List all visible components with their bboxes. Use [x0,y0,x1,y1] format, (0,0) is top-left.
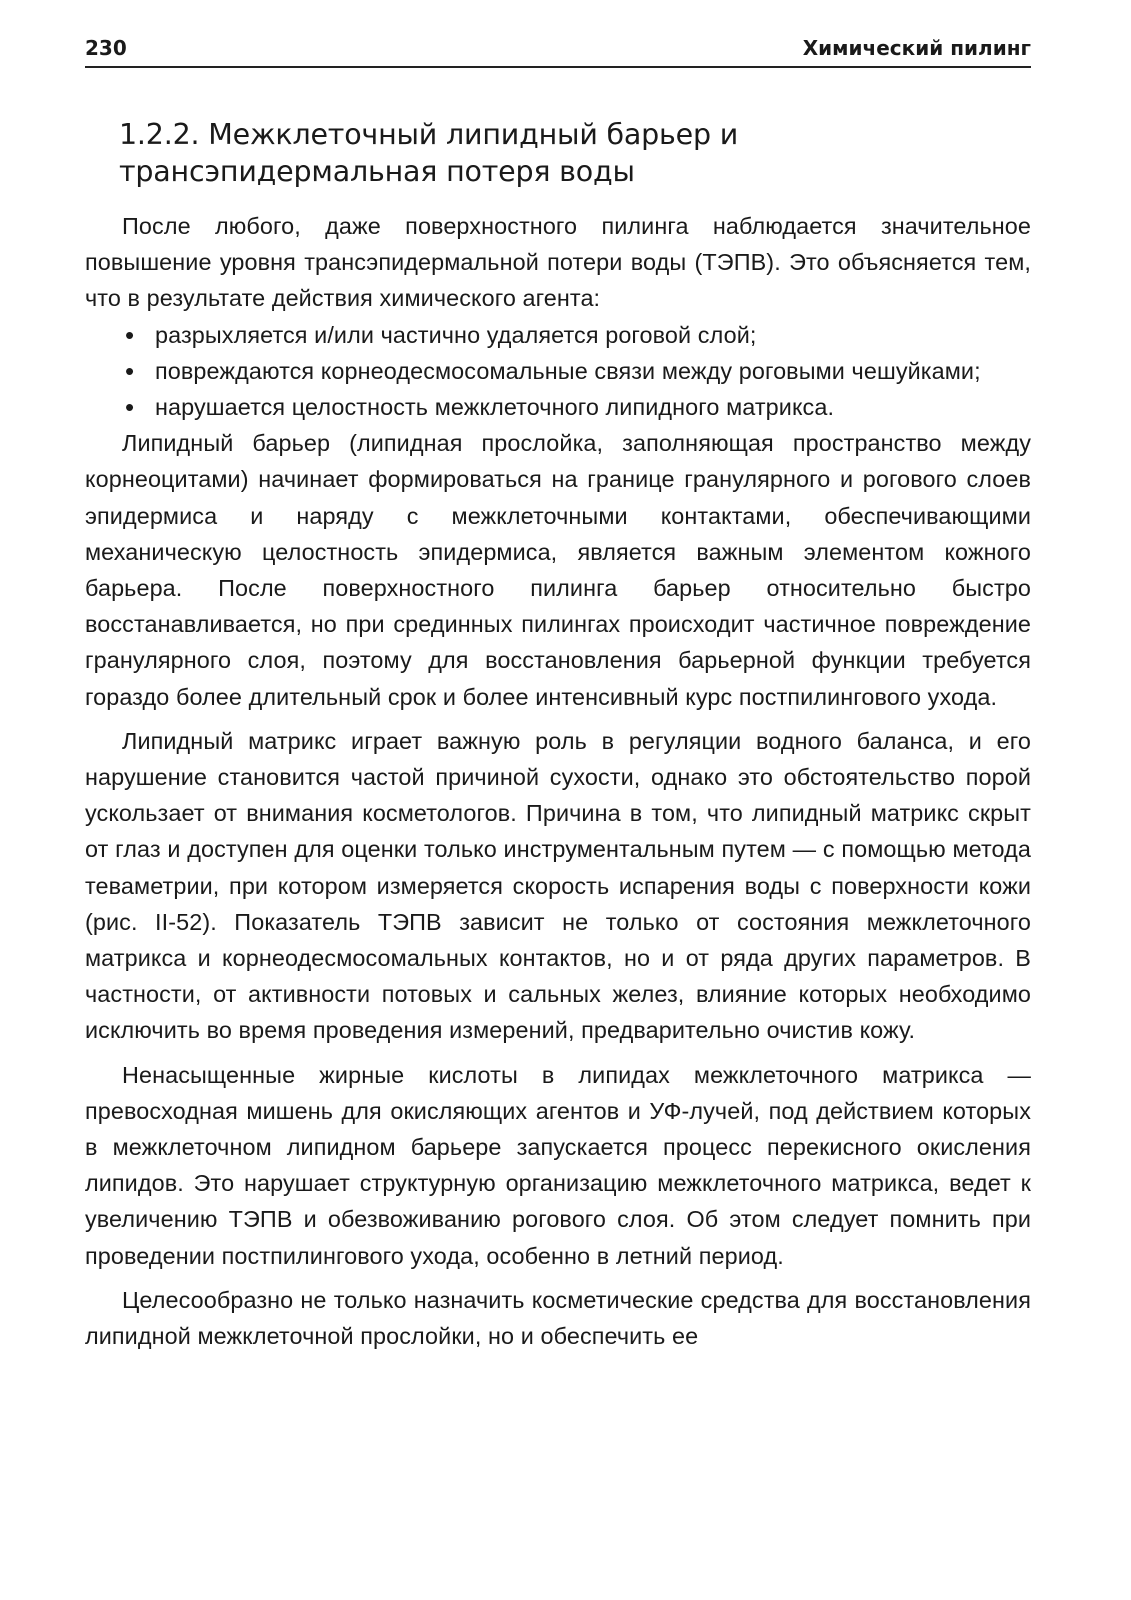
running-header [85,28,1031,68]
running-title: Химический пилинг [802,36,1031,60]
bullet-item: • разрыхляется и/или частично удаляется роговой слой; [125,317,1031,353]
paragraph-lipid-barrier: Липидный барьер (липидная прослойка, заполняющая пространство между корнеоцитами) начинает формироваться на границе гранулярного и рогового слоев эпидермиса и наряду с межклеточными контактами, обеспечивающими механическую целостность эпидермиса, является важным элементом кожного барьера. После поверхностного пилинга барьер относительно быстро восстанавливается, но при срединных пилингах происходит частичное повреждение гранулярного слоя, поэтому для восстановления барьерной функции требуется гораздо более длительный срок и более интенсивный курс постпилингового ухода. [85,430,1031,710]
intro-paragraph: После любого, даже поверхностного пилинга наблюдается значительное повышение уровня трансэпидермальной потери воды (ТЭПВ). Это объясняется тем, что в результате действия химического агента: [85,213,1031,312]
body-text [85,208,1031,1354]
paragraph-fatty-acids: Ненасыщенные жирные кислоты в липидах межклеточного матрикса — превосходная мишень для окисляющих агентов и УФ-лучей, под действием которых в межклеточном липидном барьере запускается процесс перекисного окисления липидов. Это нарушает структурную организацию межклеточного матрикса, ведет к увеличению ТЭПВ и обезвоживанию рогового слоя. Об этом следует помнить при проведении постпилингового ухода, особенно в летний период. [85,1061,1031,1269]
bullet-item: • повреждаются корнеодесмосомальные связи между роговыми чешуйками; [125,353,1031,389]
paragraph-recommendation: Целесообразно не только назначить косметические средства для восстановления липидной межклеточной прослойки, но и обеспечить ее [85,1286,1031,1350]
paragraph-lipid-matrix: Липидный матрикс играет важную роль в регуляции водного баланса, и его нарушение становится частой причиной сухости, однако это обстоятельство порой ускользает от внимания косметологов. Причина в том, что липидный матрикс скрыт от глаз и доступен для оценки только инструментальным путем — с помощью метода теваметрии, при котором измеряется скорость испарения воды с поверхности кожи (рис. II-52). Показатель ТЭПВ зависит не только от состояния межклеточного матрикса и корнеодесмосомальных контактов, но и от ряда других параметров. В частности, от активности потовых и сальных желез, влияние которых необходимо исключить во время проведения измерений, предварительно очистив кожу. [85,727,1031,1044]
book-page [85,28,1031,1354]
section-title: 1.2.2. Межклеточный липидный барьер и трансэпидермальная потеря воды [119,118,739,188]
bullet-list [85,317,1031,426]
page-number: 230 [85,36,127,60]
bullet-item: • нарушается целостность межклеточного липидного матрикса. [125,389,1031,425]
